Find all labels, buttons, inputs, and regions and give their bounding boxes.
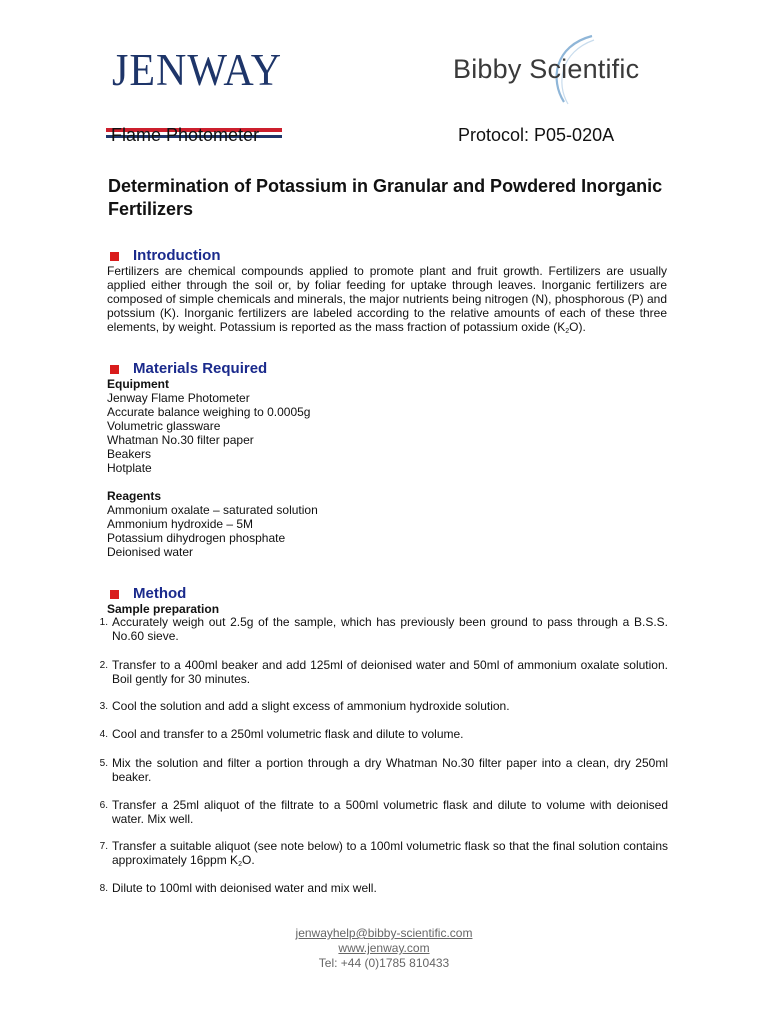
introduction-heading-label: Introduction xyxy=(133,247,221,264)
reagent-item: Deionised water xyxy=(107,545,194,559)
method-step xyxy=(95,615,668,643)
reagent-item: Ammonium hydroxide – 5M xyxy=(107,517,254,531)
step-number: 6. xyxy=(99,800,108,811)
method-step xyxy=(95,839,668,867)
step-text: Mix the solution and filter a portion through a dry Whatman No.30 filter paper into a clean, dry 250ml beaker. xyxy=(112,756,668,784)
method-step xyxy=(95,881,668,896)
equipment-item: Volumetric glassware xyxy=(107,419,221,433)
step-text xyxy=(112,839,668,867)
step-number: 7. xyxy=(99,841,108,852)
support-email-link[interactable]: jenwayhelp@bibby-scientific.com xyxy=(295,926,473,940)
step-text: Cool the solution and add a slight excess of ammonium hydroxide solution. xyxy=(112,699,510,713)
step-number: 3. xyxy=(99,701,108,712)
red-square-bullet-icon xyxy=(110,365,119,374)
page-footer xyxy=(0,926,768,971)
equipment-list xyxy=(107,391,310,475)
method-step xyxy=(95,756,668,784)
reagent-item: Potassium dihydrogen phosphate xyxy=(107,531,286,545)
introduction-text-end: O). xyxy=(569,320,586,334)
reagents-heading: Reagents xyxy=(107,489,162,503)
phone-number: Tel: +44 (0)1785 810433 xyxy=(318,956,450,970)
equipment-item: Whatman No.30 filter paper xyxy=(107,433,254,447)
step-number: 4. xyxy=(99,729,108,740)
protocol-number: Protocol: P05-020A xyxy=(458,125,615,145)
method-step xyxy=(95,798,668,826)
website-link[interactable]: www.jenway.com xyxy=(338,941,430,955)
method-heading xyxy=(110,585,186,603)
step-number: 8. xyxy=(99,883,108,894)
step-number: 5. xyxy=(99,758,108,769)
bibby-scientific-logo xyxy=(452,32,662,106)
sample-prep-heading: Sample preparation xyxy=(107,602,220,616)
step-text: Transfer to a 400ml beaker and add 125ml of deionised water and 50ml of ammonium oxalate solution. Boil gently for 30 minutes. xyxy=(112,658,668,686)
bibby-logo-text: Bibby Scientific xyxy=(453,54,640,84)
method-heading-label: Method xyxy=(133,585,187,602)
step-text: Cool and transfer to a 250ml volumetric flask and dilute to volume. xyxy=(112,727,464,741)
equipment-item: Accurate balance weighing to 0.0005g xyxy=(107,405,311,419)
jenway-logo-text: JENWAY xyxy=(112,46,283,96)
materials-heading-label: Materials Required xyxy=(133,360,268,377)
equipment-item: Jenway Flame Photometer xyxy=(107,391,250,405)
introduction-text: Fertilizers are chemical compounds applied to promote plant and fruit growth. Fertilizers are usually applied either through the soil or, by foliar feeding for uptake through leaves. Inorganic fertilizers are composed of simple chemicals and minerals, the major nutrients being nitrogen (N), phosphorous (P) and potssium (K). Inorganic fertilizers are labeled according to the relative amounts of each of these three elements, by weight. Potassium is reported as the mass fraction of potassium oxide (K xyxy=(107,264,667,334)
step-text-part: Transfer a suitable aliquot (see note below) to a 100ml volumetric flask so that the final solution contains approximately 16ppm K xyxy=(112,839,668,867)
subscript-2: 2 xyxy=(565,328,570,335)
jenway-logo xyxy=(106,46,282,108)
subscript-2: 2 xyxy=(238,861,242,868)
step-text: Accurately weigh out 2.5g of the sample, which has previously been ground to pass through a B.S.S. No.60 sieve. xyxy=(112,615,668,643)
step-text: Dilute to 100ml with deionised water and mix well. xyxy=(112,881,377,895)
red-square-bullet-icon xyxy=(110,590,119,599)
materials-heading xyxy=(110,360,267,378)
instrument-name: Flame Photometer xyxy=(111,125,260,145)
method-step xyxy=(95,699,668,714)
document-title: Determination of Potassium in Granular and Powdered Inorganic Fertilizers xyxy=(108,176,663,219)
equipment-item: Hotplate xyxy=(107,461,152,475)
step-text: Transfer a 25ml aliquot of the filtrate to a 500ml volumetric flask and dilute to volume with deionised water. Mix well. xyxy=(112,798,668,826)
step-text-part: O. xyxy=(241,853,255,867)
step-number: 2. xyxy=(99,660,108,671)
red-square-bullet-icon xyxy=(110,252,119,261)
introduction-heading xyxy=(110,247,220,265)
equipment-item: Beakers xyxy=(107,447,152,461)
step-number: 1. xyxy=(99,617,108,628)
introduction-paragraph xyxy=(107,264,667,334)
method-step xyxy=(95,658,668,686)
equipment-heading: Equipment xyxy=(107,377,169,391)
method-step xyxy=(95,727,668,742)
reagent-item: Ammonium oxalate – saturated solution xyxy=(107,503,318,517)
reagents-list xyxy=(107,503,318,559)
